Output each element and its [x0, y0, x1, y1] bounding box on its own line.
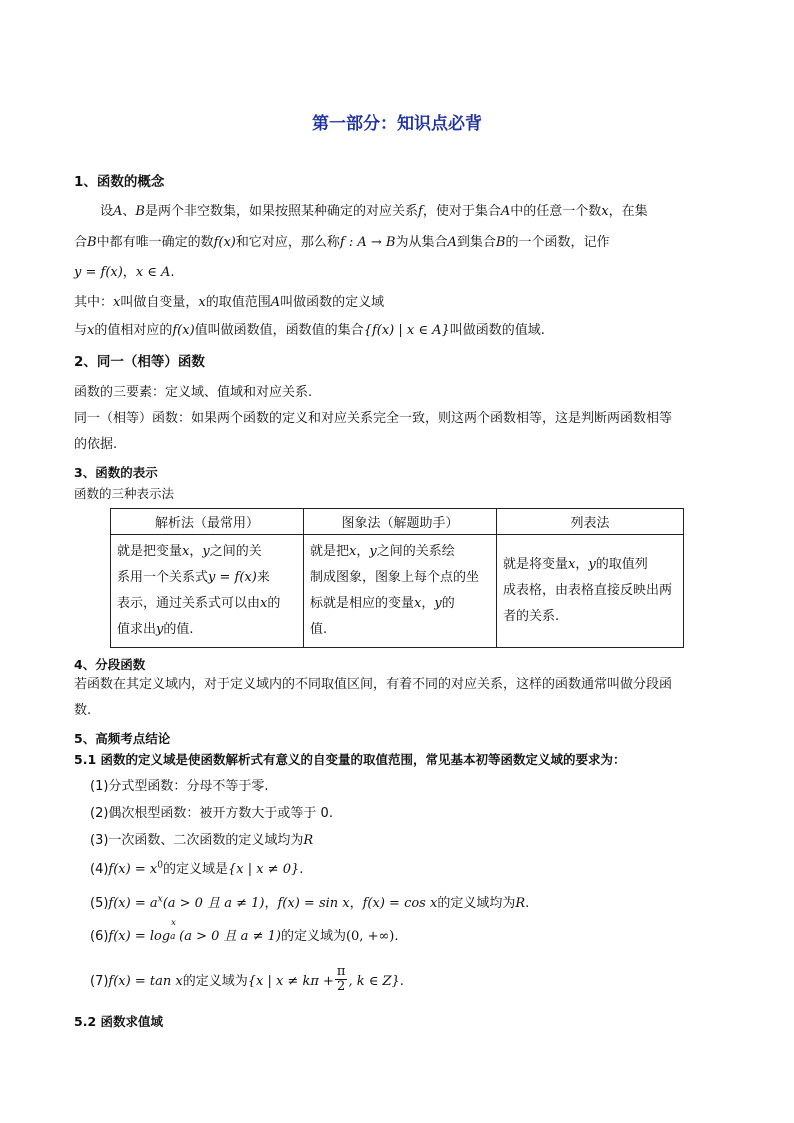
math: f: [418, 204, 423, 219]
text: (3)一次函数、二次函数的定义域均为: [90, 833, 304, 848]
text: 的值.: [163, 622, 194, 637]
text: .: [170, 265, 175, 280]
section-5-heading: 5、高频考点结论: [74, 731, 171, 746]
text: 之间的关系绘: [376, 544, 455, 559]
text: 的定义域均为: [437, 896, 516, 911]
text: 合: [74, 235, 88, 250]
table-header-cell: 列表法: [497, 509, 684, 535]
text: 的: [441, 596, 455, 611]
rule-2: (2)偶次根型函数：被开方数大于或等于 0.: [90, 806, 333, 821]
math: x: [87, 323, 95, 338]
text: 其中：: [74, 295, 114, 310]
s1-line-1: [100, 200, 648, 219]
text: 、: [122, 204, 136, 219]
math: , k ∈ Z}: [348, 974, 400, 989]
s1-line-5: [74, 319, 545, 338]
s3-subtitle: 函数的三种表示法: [74, 486, 175, 501]
superscript: x: [157, 894, 163, 905]
text: 值叫做函数值，函数值的集合: [194, 323, 364, 338]
text: ，: [421, 596, 435, 611]
math: f(x) = log: [108, 929, 171, 944]
math: A: [113, 204, 123, 219]
s1-line-2: [74, 231, 609, 250]
math: y = f(x): [74, 265, 123, 280]
section-2-heading: 2、同一（相等）函数: [74, 354, 205, 370]
math: (a > 0 且 a ≠ 1): [179, 929, 281, 944]
section-4-heading: 4、分段函数: [74, 657, 146, 672]
rule-3: [90, 829, 313, 848]
section-5-1-heading: 5.1 函数的定义域是使函数解析式有意义的自变量的取值范围，常见基本初等函数定义域的要求为：: [74, 752, 626, 767]
math: B: [135, 204, 145, 219]
section-1-heading: 1、函数的概念: [74, 174, 165, 190]
text: 的取值列: [595, 557, 648, 572]
text: 就是把变量: [117, 544, 183, 559]
math: R: [303, 833, 314, 848]
denominator: 2: [337, 979, 346, 994]
text: (6): [90, 929, 109, 944]
rule-6: [90, 918, 399, 944]
table-cell-analytic: [111, 535, 304, 648]
math: y: [369, 544, 377, 559]
math: f(x): [172, 323, 195, 338]
math: {f(x) | x ∈ A}: [363, 323, 450, 338]
s4-line-2: 数.: [74, 703, 92, 718]
text: 系用一个关系式: [117, 570, 209, 585]
rule-4: [90, 858, 303, 877]
text: 叫做函数的值域.: [449, 323, 545, 338]
text: 的一个函数，记作: [505, 235, 610, 250]
math: x: [198, 295, 206, 310]
math: {x | x ≠ kπ +: [247, 974, 334, 989]
math: f(x) = a: [108, 896, 158, 911]
table-header-row: [111, 509, 684, 535]
text: 中都有唯一确定的数: [96, 235, 214, 250]
text: 成表格，由表格直接反映出两: [503, 583, 673, 598]
math: {x | x ≠ 0}: [227, 862, 300, 877]
math: x: [349, 544, 357, 559]
math: B: [495, 235, 506, 250]
subscript: a: [170, 932, 176, 942]
text: 表示，通过关系式可以由: [117, 596, 261, 611]
text: (4): [90, 862, 109, 877]
math: R: [515, 896, 526, 911]
math: x: [113, 295, 121, 310]
text: ，: [189, 544, 203, 559]
math: f(x) = x: [108, 862, 158, 877]
text: ，: [575, 557, 589, 572]
math: B: [87, 235, 97, 250]
s2-line-1: 函数的三要素：定义域、值域和对应关系.: [74, 385, 313, 400]
math: x: [414, 596, 422, 611]
table-row: [111, 535, 684, 648]
math: y = f(x): [208, 570, 257, 585]
numerator: π: [336, 964, 346, 979]
text: 标就是相应的变量: [310, 596, 415, 611]
text: 的取值范围: [205, 295, 271, 310]
table-cell-graph: [304, 535, 497, 648]
text: 是两个非空数集，如果按照某种确定的对应关系: [144, 204, 418, 219]
text: ，: [356, 544, 370, 559]
representation-table: [110, 508, 684, 648]
superscript: x: [171, 918, 176, 928]
rule-7: [90, 964, 404, 996]
table-cell-list: [497, 535, 684, 648]
math: (0, +∞): [345, 929, 395, 944]
math: y: [156, 622, 164, 637]
text: 值求出: [117, 622, 157, 637]
math: f(x): [213, 235, 236, 250]
text: 来: [256, 570, 270, 585]
text: ，: [349, 896, 363, 911]
s2-line-3: 的依据.: [74, 437, 118, 452]
text: 值.: [310, 622, 328, 637]
table-header-cell: 解析法（最常用）: [111, 509, 304, 535]
math: y: [434, 596, 442, 611]
s1-line-3: [74, 261, 175, 280]
text: 制成图象，图象上每个点的坐: [310, 570, 480, 585]
superscript: 0: [157, 860, 163, 871]
math: f(x) = sin x: [277, 896, 350, 911]
text: .: [394, 929, 399, 944]
text: 与: [74, 323, 88, 338]
rule-1: (1)分式型函数：分母不等于零.: [90, 779, 269, 794]
s1-line-4: [74, 291, 384, 310]
s2-line-2: 同一（相等）函数：如果两个函数的定义和对应关系完全一致，则这两个函数相等，这是判断两函数相等: [74, 411, 673, 426]
math: x: [601, 204, 609, 219]
text: ，在集: [608, 204, 648, 219]
text: 就是把: [310, 544, 350, 559]
text: 的值相对应的: [94, 323, 173, 338]
s4-line-1: 若函数在其定义域内，对于定义域内的不同取值区间，有着不同的对应关系，这样的函数通常叫做分段函: [74, 677, 673, 692]
rule-5: [90, 892, 529, 911]
text: 的定义域是: [162, 862, 228, 877]
page-title: 第一部分：知识点必背: [312, 114, 482, 134]
log-base: [170, 918, 179, 942]
table-header-cell: 图象法（解题助手）: [304, 509, 497, 535]
text: 者的关系.: [503, 609, 560, 624]
text: 到集合: [456, 235, 496, 250]
math: f(x) = tan x: [108, 974, 183, 989]
math: f(x) = cos x: [362, 896, 438, 911]
math: A: [270, 295, 281, 310]
text: 的定义域为: [280, 929, 346, 944]
math: x: [260, 596, 268, 611]
text: .: [399, 974, 404, 989]
math: x: [568, 557, 576, 572]
text: .: [525, 896, 530, 911]
text: ，: [264, 896, 278, 911]
math: x: [182, 544, 190, 559]
text: 的定义域为: [182, 974, 248, 989]
text: 就是将变量: [503, 557, 569, 572]
text: 设: [100, 204, 114, 219]
math: x ∈ A: [135, 265, 171, 280]
math: (a > 0 且 a ≠ 1): [162, 896, 265, 911]
text: 叫做自变量，: [120, 295, 199, 310]
text: 中的任意一个数: [510, 204, 602, 219]
text: (7): [90, 974, 109, 989]
math: f : A → B: [339, 235, 396, 250]
text: 为从集合: [395, 235, 448, 250]
text: ，使对于集合: [422, 204, 501, 219]
text: 叫做函数的定义域: [280, 295, 385, 310]
fraction: [335, 965, 348, 994]
section-3-heading: 3、函数的表示: [74, 465, 158, 480]
math: A: [500, 204, 511, 219]
math: A: [447, 235, 457, 250]
text: 的: [267, 596, 281, 611]
math: y: [588, 557, 596, 572]
text: .: [299, 862, 304, 877]
text: ，: [122, 265, 136, 280]
section-5-2-heading: 5.2 函数求值域: [74, 1014, 163, 1029]
text: 和它对应，那么称: [235, 235, 340, 250]
text: (5): [90, 896, 109, 911]
math: y: [202, 544, 210, 559]
text: 之间的关: [209, 544, 262, 559]
